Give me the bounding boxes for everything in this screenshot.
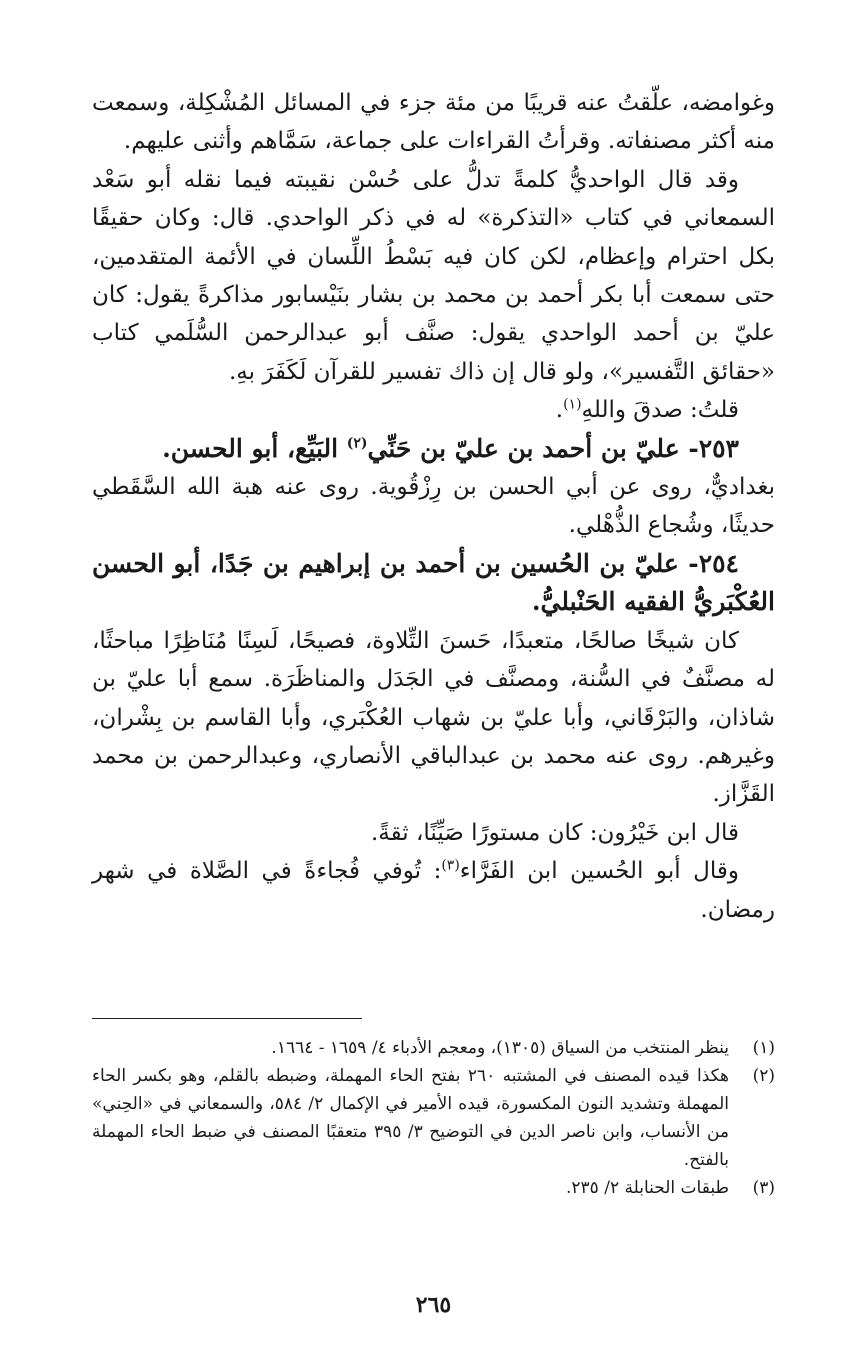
paragraph-author-remark: قلتُ: صدقَ واللهِ$^{(١)}$. — [555, 396, 739, 424]
paragraph-ibn-farra — [92, 852, 775, 929]
entry-number-253: ٢٥٣- — [679, 433, 739, 463]
ibn-farra-text-b: : تُوفي فُجاءةً في الصَّلاة في شهر رمضان. — [92, 858, 775, 923]
main-text — [92, 84, 775, 929]
footnote-ref-2[interactable]: (٢) — [346, 435, 368, 452]
footnote-1 — [92, 1034, 775, 1062]
footnote-text: هكذا قيده المصنف في المشتبه ٢٦٠ بفتح الحاء المهملة، وضبطه بالقلم، وهو بكسر الحاء المهملة وتشديد النون المكسورة، قيده الأمير في الإكمال ٢/ ٥٨٤، والسمعاني في «الحِني» من الأنساب، وابن ناصر الدين في التوضيح ٣/ ٣٩٥ متعقبًا المصنف في ضبط الحاء المهملة بالفتح. — [92, 1066, 730, 1170]
page-number: ٢٦٥ — [415, 1292, 452, 1318]
entry-title-253: عليّ بن أحمد بن عليّ بن حَنِّي — [367, 433, 680, 463]
book-page — [92, 84, 775, 1318]
paragraph-continuation: وغوامضه، علّقتُ عنه قريبًا من مئة جزء في المسائل المُشْكِلة، وسمعت منه أكثر مصنفاته. وقرأتُ القراءات على جماعة، سَمَّاهم وأثنى عليهم. — [92, 90, 775, 155]
footnote-number: (٢) — [752, 1066, 775, 1086]
footnotes — [92, 1034, 775, 1202]
remark-text: قلتُ: صدقَ واللهِ — [581, 397, 739, 424]
paragraph-entry-253: بغداديٌّ، روى عن أبي الحسن بن رِزْقُوية. روى عنه هبة الله السَّقَطي حديثًا، وشُجاع الذُّهْلي. — [92, 474, 775, 539]
entry-heading-254 — [92, 545, 775, 622]
paragraph-wahidi-quote: وقد قال الواحديُّ كلمةً تدلُّ على حُسْن نقيبته فيما نقله أبو سَعْد السمعاني في كتاب «التذكرة» له في ذكر الواحدي. قال: وكان حقيقًا بكل احترام وإعظام، لكن كان فيه بَسْطُ اللِّسان في الأئمة المتقدمين، حتى سمعت أبا بكر أحمد بن محمد بن بشار بنَيْسابور مذاكرةً يقول: كان عليّ بن أحمد الواحدي يقول: صنَّف أبو عبدالرحمن السُّلَمي كتاب «حقائق التَّفسير»، ولو قال إن ذاك تفسير للقرآن لَكَفَرَ بهِ. — [92, 166, 775, 385]
footnote-text: ينظر المنتخب من السياق (١٣٠٥)، ومعجم الأدباء ٤/ ١٦٥٩ - ١٦٦٤. — [271, 1038, 729, 1058]
footnote-text: طبقات الحنابلة ٢/ ٢٣٥. — [565, 1178, 729, 1198]
paragraph-ibn-khayrun: قال ابن خَيْرُون: كان مستورًا صَيِّنًا، ثقةً. — [371, 819, 739, 846]
footnote-divider — [92, 1018, 362, 1019]
footnote-ref-1[interactable]: (١) — [563, 396, 582, 413]
footnote-number: (١) — [752, 1038, 775, 1058]
footnote-2 — [92, 1062, 775, 1174]
paragraph-entry-254: كان شيخًا صالحًا، متعبدًا، حَسنَ التِّلاوة، فصيحًا، لَسِنًا مُنَاظِرًا مباحثًا، له مصنَّفٌ في السُّنة، ومصنَّف في الجَدَل والمناظَرَة. سمع أبا عليّ بن شاذان، والبَرْقَاني، وأبا عليّ بن شهاب العُكْبَري، وأبا القاسم بن بِشْران، وغيرهم. روى عنه محمد بن عبدالباقي الأنصاري، وعبدالرحمن بن محمد القَزَّاز. — [92, 627, 775, 808]
entry-title-254: عليّ بن الحُسين بن أحمد بن إبراهيم بن جَدًا، أبو الحسن العُكْبَريُّ الفقيه الحَنْبليُّ. — [92, 548, 775, 617]
entry-heading-253 — [92, 430, 775, 468]
entry-number-254: ٢٥٤- — [678, 548, 739, 578]
footnote-3 — [92, 1174, 775, 1202]
footnote-number: (٣) — [752, 1178, 775, 1198]
entry-title-253-rest: البَيِّع، أبو الحسن. — [162, 433, 347, 463]
footnote-ref-3[interactable]: (٣) — [441, 857, 460, 874]
ibn-farra-text-a: وقال أبو الحُسين ابن الفَرَّاء — [459, 858, 739, 885]
